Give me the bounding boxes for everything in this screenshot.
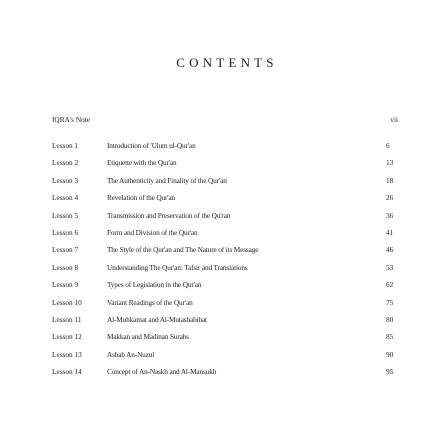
toc-row: [52, 280, 398, 297]
toc-row: [52, 158, 398, 175]
lesson-number: Lesson 12: [52, 332, 82, 342]
toc-row: [52, 211, 398, 228]
toc-row: [52, 176, 398, 193]
lesson-page-number: 95: [386, 367, 394, 377]
lesson-title: Al-Muhkamat and Al-Mutashabihat: [107, 314, 207, 324]
toc-row: [52, 315, 398, 332]
note-page-number: vii: [390, 115, 398, 124]
lesson-number: Lesson 9: [52, 280, 79, 290]
toc-row: [52, 245, 398, 262]
lesson-number: Lesson 10: [52, 297, 82, 307]
lesson-page-number: 62: [386, 280, 394, 290]
toc-row: [52, 350, 398, 367]
lesson-title: Etiquette with the Qur'an: [107, 158, 177, 168]
lesson-number: Lesson 4: [52, 193, 79, 203]
lesson-title: Types of Legislation in the Qur'an: [107, 280, 202, 290]
lesson-page-number: 13: [386, 158, 394, 168]
lesson-title: Concept of An-Naskh and Al-Mansukh: [107, 367, 217, 377]
lesson-page-number: 6: [386, 141, 390, 150]
toc-row: [52, 263, 398, 280]
lesson-title: The Style of the Qur'an and The Nature of its Message: [107, 245, 259, 255]
contents-heading: CONTENTS: [176, 55, 278, 70]
lesson-number: Lesson 2: [52, 158, 79, 168]
lesson-number: Lesson 6: [52, 227, 79, 237]
note-row: [52, 115, 398, 129]
lesson-title: Variant Readings of the Qur'an: [107, 297, 193, 307]
lesson-title: Form and Division of the Qur'an: [107, 227, 198, 237]
toc-row: [52, 367, 398, 384]
lesson-page-number: 36: [386, 210, 394, 220]
note-label: IQRA's Note: [52, 115, 90, 124]
lesson-number: Lesson 13: [52, 349, 82, 359]
toc-row: [52, 228, 398, 245]
lesson-title: Makkan and Madinan Surahs: [107, 332, 189, 342]
lesson-page-number: 90: [386, 349, 394, 359]
lesson-page-number: 85: [386, 332, 394, 342]
toc-row: [52, 298, 398, 315]
toc-list: [52, 141, 398, 384]
lesson-page-number: 46: [386, 245, 394, 255]
lesson-page-number: 80: [386, 314, 394, 324]
toc-row: [52, 141, 398, 158]
lesson-title: Introduction of 'Ulum ul-Qur'an: [107, 141, 196, 150]
lesson-title: Asbab An-Nuzul: [107, 349, 155, 359]
lesson-title: Revelation of the Qur'an: [107, 193, 176, 203]
lesson-number: Lesson 14: [52, 367, 82, 377]
lesson-page-number: 26: [386, 193, 394, 203]
lesson-title: Understanding The Qur'an: Tafsir and Translations: [107, 262, 248, 272]
lesson-page-number: 41: [386, 227, 394, 237]
lesson-page-number: 18: [386, 175, 394, 185]
lesson-title: The Authenticity and Finality of the Qur'an: [107, 175, 227, 185]
lesson-page-number: 53: [386, 262, 394, 272]
lesson-page-number: 75: [386, 297, 394, 307]
toc-row: [52, 332, 398, 349]
lesson-number: Lesson 1: [52, 141, 79, 150]
lesson-number: Lesson 3: [52, 175, 79, 185]
toc-row: [52, 193, 398, 210]
lesson-number: Lesson 7: [52, 245, 79, 255]
lesson-number: Lesson 5: [52, 210, 79, 220]
lesson-number: Lesson 8: [52, 262, 79, 272]
lesson-title: Transmission and Preservation of the Qu'ran: [107, 210, 231, 220]
lesson-number: Lesson 11: [52, 314, 82, 324]
